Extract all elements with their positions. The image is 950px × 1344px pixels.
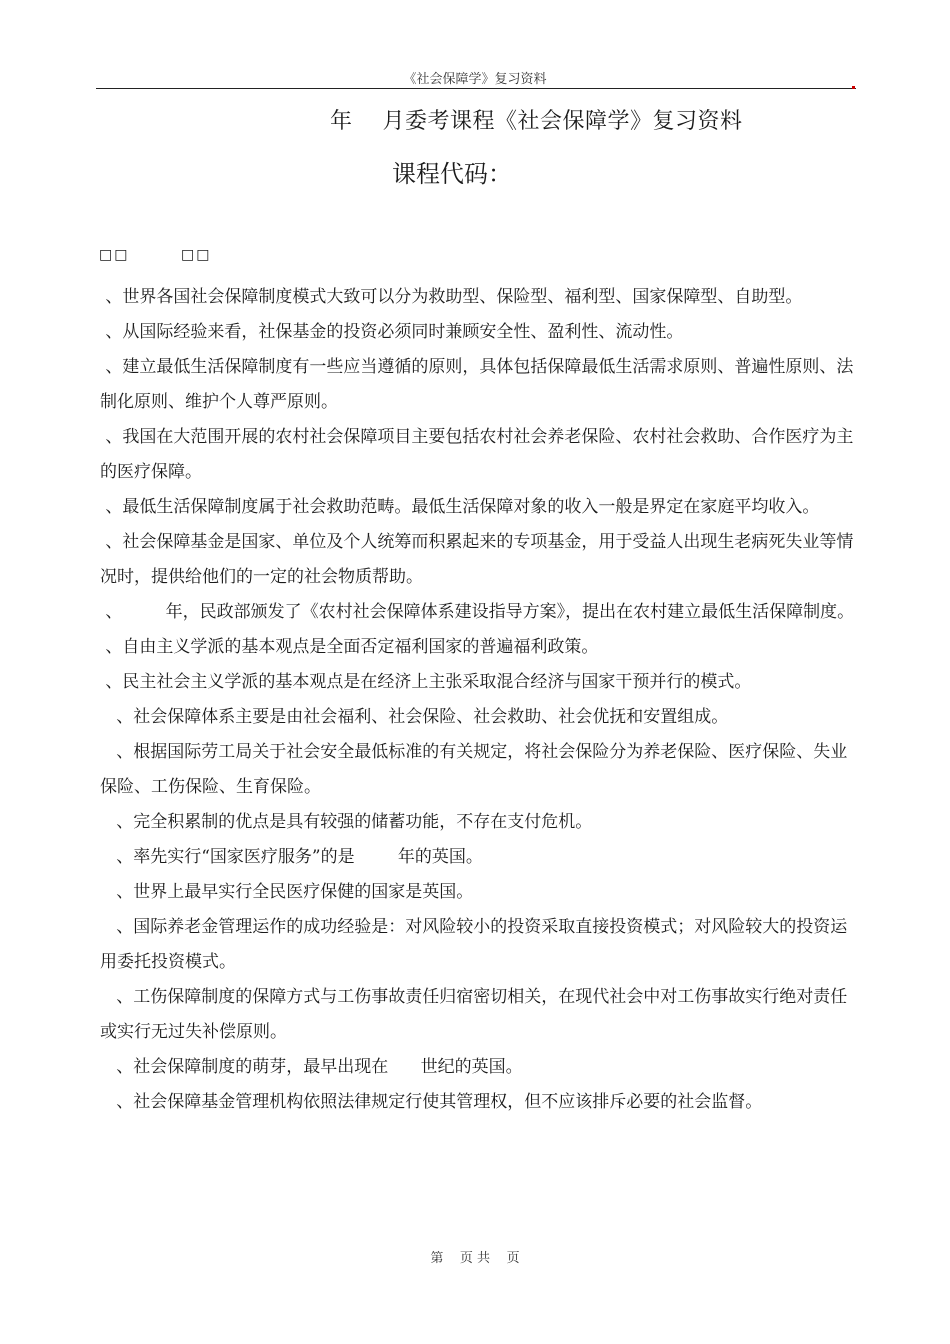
list-item: 、 年，民政部颁发了《农村社会保障体系建设指导方案》，提出在农村建立最低生活保障制度。	[100, 602, 855, 622]
list-item: 、我国在大范围开展的农村社会保障项目主要包括农村社会养老保险、农村社会救助、合作医疗为主的医疗保障。	[100, 427, 854, 482]
list-item: 、社会保障基金管理机构依照法律规定行使其管理权，但不应该排斥必要的社会监督。	[100, 1092, 763, 1112]
list-item: 、世界上最早实行全民医疗保健的国家是英国。	[100, 882, 474, 902]
page-footer: 第 页 共 页	[430, 1251, 520, 1266]
document-title: 年 月委考课程《社会保障学》复习资料	[330, 109, 743, 134]
course-code-label: 课程代码：	[392, 160, 512, 188]
list-item: 、最低生活保障制度属于社会救助范畴。最低生活保障对象的收入一般是界定在家庭平均收入。	[100, 497, 820, 517]
list-item: 、世界各国社会保障制度模式大致可以分为救助型、保险型、福利型、国家保障型、自助型。	[100, 287, 803, 307]
section-marker: □□ □□	[99, 247, 212, 263]
header-rule	[96, 88, 856, 89]
list-item: 、完全积累制的优点是具有较强的储蓄功能，不存在支付危机。	[100, 812, 593, 832]
list-item: 、建立最低生活保障制度有一些应当遵循的原则，具体包括保障最低生活需求原则、普遍性原则、法制化原则、维护个人尊严原则。	[100, 357, 854, 412]
list-item: 、社会保障体系主要是由社会福利、社会保险、社会救助、社会优抚和安置组成。	[100, 707, 729, 727]
list-item: 、工伤保障制度的保障方式与工伤事故责任归宿密切相关，在现代社会中对工伤事故实行绝对责任或实行无过失补偿原则。	[100, 987, 848, 1042]
running-header: 《社会保障学》复习资料	[403, 72, 547, 87]
document-body	[100, 280, 856, 1120]
list-item: 、根据国际劳工局关于社会安全最低标准的有关规定，将社会保险分为养老保险、医疗保险、失业保险、工伤保险、生育保险。	[100, 742, 848, 797]
list-item: 、从国际经验来看，社保基金的投资必须同时兼顾安全性、盈利性、流动性。	[100, 322, 684, 342]
list-item: 、国际养老金管理运作的成功经验是：对风险较小的投资采取直接投资模式；对风险较大的投资运用委托投资模式。	[100, 917, 848, 972]
list-item: 、率先实行“国家医疗服务”的是 年的英国。	[100, 847, 483, 867]
list-item: 、自由主义学派的基本观点是全面否定福利国家的普遍福利政策。	[100, 637, 599, 657]
list-item: 、民主社会主义学派的基本观点是在经济上主张采取混合经济与国家干预并行的模式。	[100, 672, 752, 692]
list-item: 、社会保障制度的萌芽，最早出现在 世纪的英国。	[100, 1057, 523, 1077]
header-rule-mark	[852, 86, 855, 89]
list-item: 、社会保障基金是国家、单位及个人统筹而积累起来的专项基金，用于受益人出现生老病死失业等情况时，提供给他们的一定的社会物质帮助。	[100, 532, 854, 587]
